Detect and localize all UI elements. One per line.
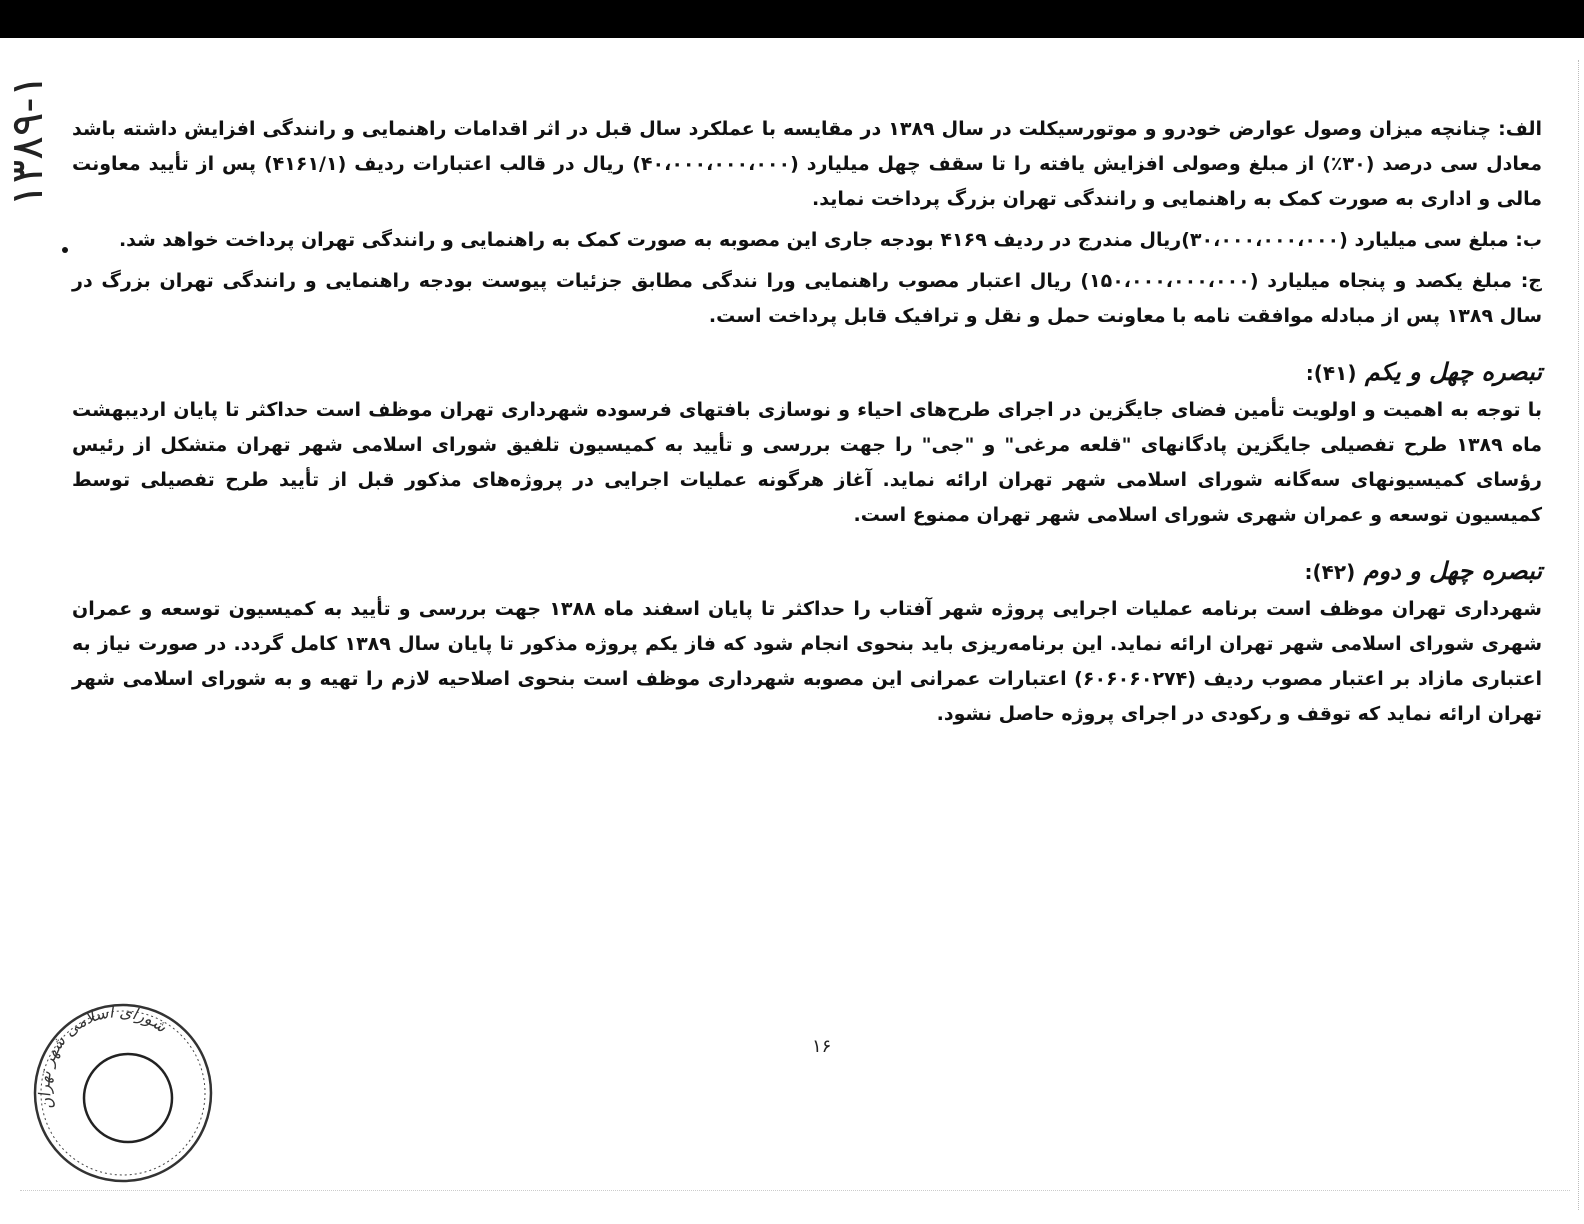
note-41-text: با توجه به اهمیت و اولویت تأمین فضای جایگزین در اجرای طرح‌های احیاء و نوسازی بافتهای فرسوده شهرداری تهران موظف است حداکثر تا پایان اردیبهشت ماه ۱۳۸۹ طرح تفصیلی جایگزین پادگانهای "قلعه مرغی" و "جی" را جهت بررسی و تأیید به کمیسیون تلفیق شورای اسلامی شهر تهران متشکل از رئیس رؤسای کمیسیونهای سه‌گانه شورای اسلامی شهر تهران ارائه نماید. آغاز هرگونه عملیات اجرایی در پروژه‌های مذکور قبل از تأیید طرح تفصیلی توسط کمیسیون توسعه و عمران شهری شورای اسلامی شهر تهران ممنوع است. [72,399,1542,526]
paragraph-alef: الف: چنانچه میزان وصول عوارض خودرو و موتورسیکلت در سال ۱۳۸۹ در مقایسه با عملکرد سال قبل در اثر اقدامات راهنمایی و رانندگی افزایش داشته باشد معادل سی درصد (۳۰٪) از مبلغ وصولی افزایش یافته را تا سقف چهل میلیارد (۴۰،۰۰۰،۰۰۰،۰۰۰) ریال در قالب اعتبارات ردیف (۴۱۶۱/۱) پس از تأیید معاونت مالی و اداری به صورت کمک به راهنمایی و رانندگی تهران بزرگ پرداخت نماید. [72,118,1543,210]
ink-dot [62,247,68,253]
note-42-number: (۴۲): [1304,560,1356,584]
note-42-heading [72,551,1542,592]
note-41-number: (۴۱): [1305,361,1357,385]
scan-top-border [0,0,1584,38]
note-42-title: تبصره چهل و دوم [1363,556,1542,585]
paragraph-jim: ج: مبلغ یکصد و پنجاه میلیارد (۱۵۰،۰۰۰،۰۰۰،۰۰۰) ریال اعتبار مصوب راهنمایی ورا نندگی مطابق جزئیات پیوست بودجه راهنمایی و رانندگی تهران بزرگ در سال ۱۳۸۹ پس از مبادله موافقت نامه با معاونت حمل و نقل و ترافیک قابل پرداخت است. [72,270,1542,327]
council-seal-stamp [28,998,218,1188]
note-41-title: تبصره چهل و یکم [1364,357,1542,386]
svg-text:شورای اسلامی شهر تهران: شورای اسلامی شهر تهران [34,1002,171,1113]
handwritten-document-number: ۱۳۸۹-۱ [2,73,53,207]
scan-edge-line [1578,60,1579,1210]
document-body [72,112,1542,732]
page-number: ۱۶ [812,1036,832,1057]
scan-bottom-line [20,1190,1570,1191]
note-41-heading [72,352,1542,393]
paragraph-be: ب: مبلغ سی میلیارد (۳۰،۰۰۰،۰۰۰،۰۰۰)ریال مندرج در ردیف ۴۱۶۹ بودجه جاری این مصوبه به صورت کمک به راهنمایی و رانندگی تهران پرداخت خواهد شد. [118,229,1542,251]
note-42-text: شهرداری تهران موظف است برنامه عملیات اجرایی پروژه شهر آفتاب را حداکثر تا پایان اسفند ماه ۱۳۸۸ جهت بررسی و تأیید به کمیسیون توسعه و عمران شهری شورای اسلامی شهر تهران ارائه نماید. این برنامه‌ریزی باید بنحوی انجام شود که فاز یکم پروژه مذکور تا پایان سال ۱۳۸۹ کامل گردد. در صورت نیاز به اعتباری مازاد بر اعتبار مصوب ردیف (۶۰۶۰۶۰۲۷۴) اعتبارات عمرانی این مصوبه شهرداری موظف است بنحوی اصلاحیه لازم را تهیه و به شورای اسلامی شهر تهران ارائه نماید که توقف و رکودی در اجرای پروژه حاصل نشود. [72,598,1543,725]
